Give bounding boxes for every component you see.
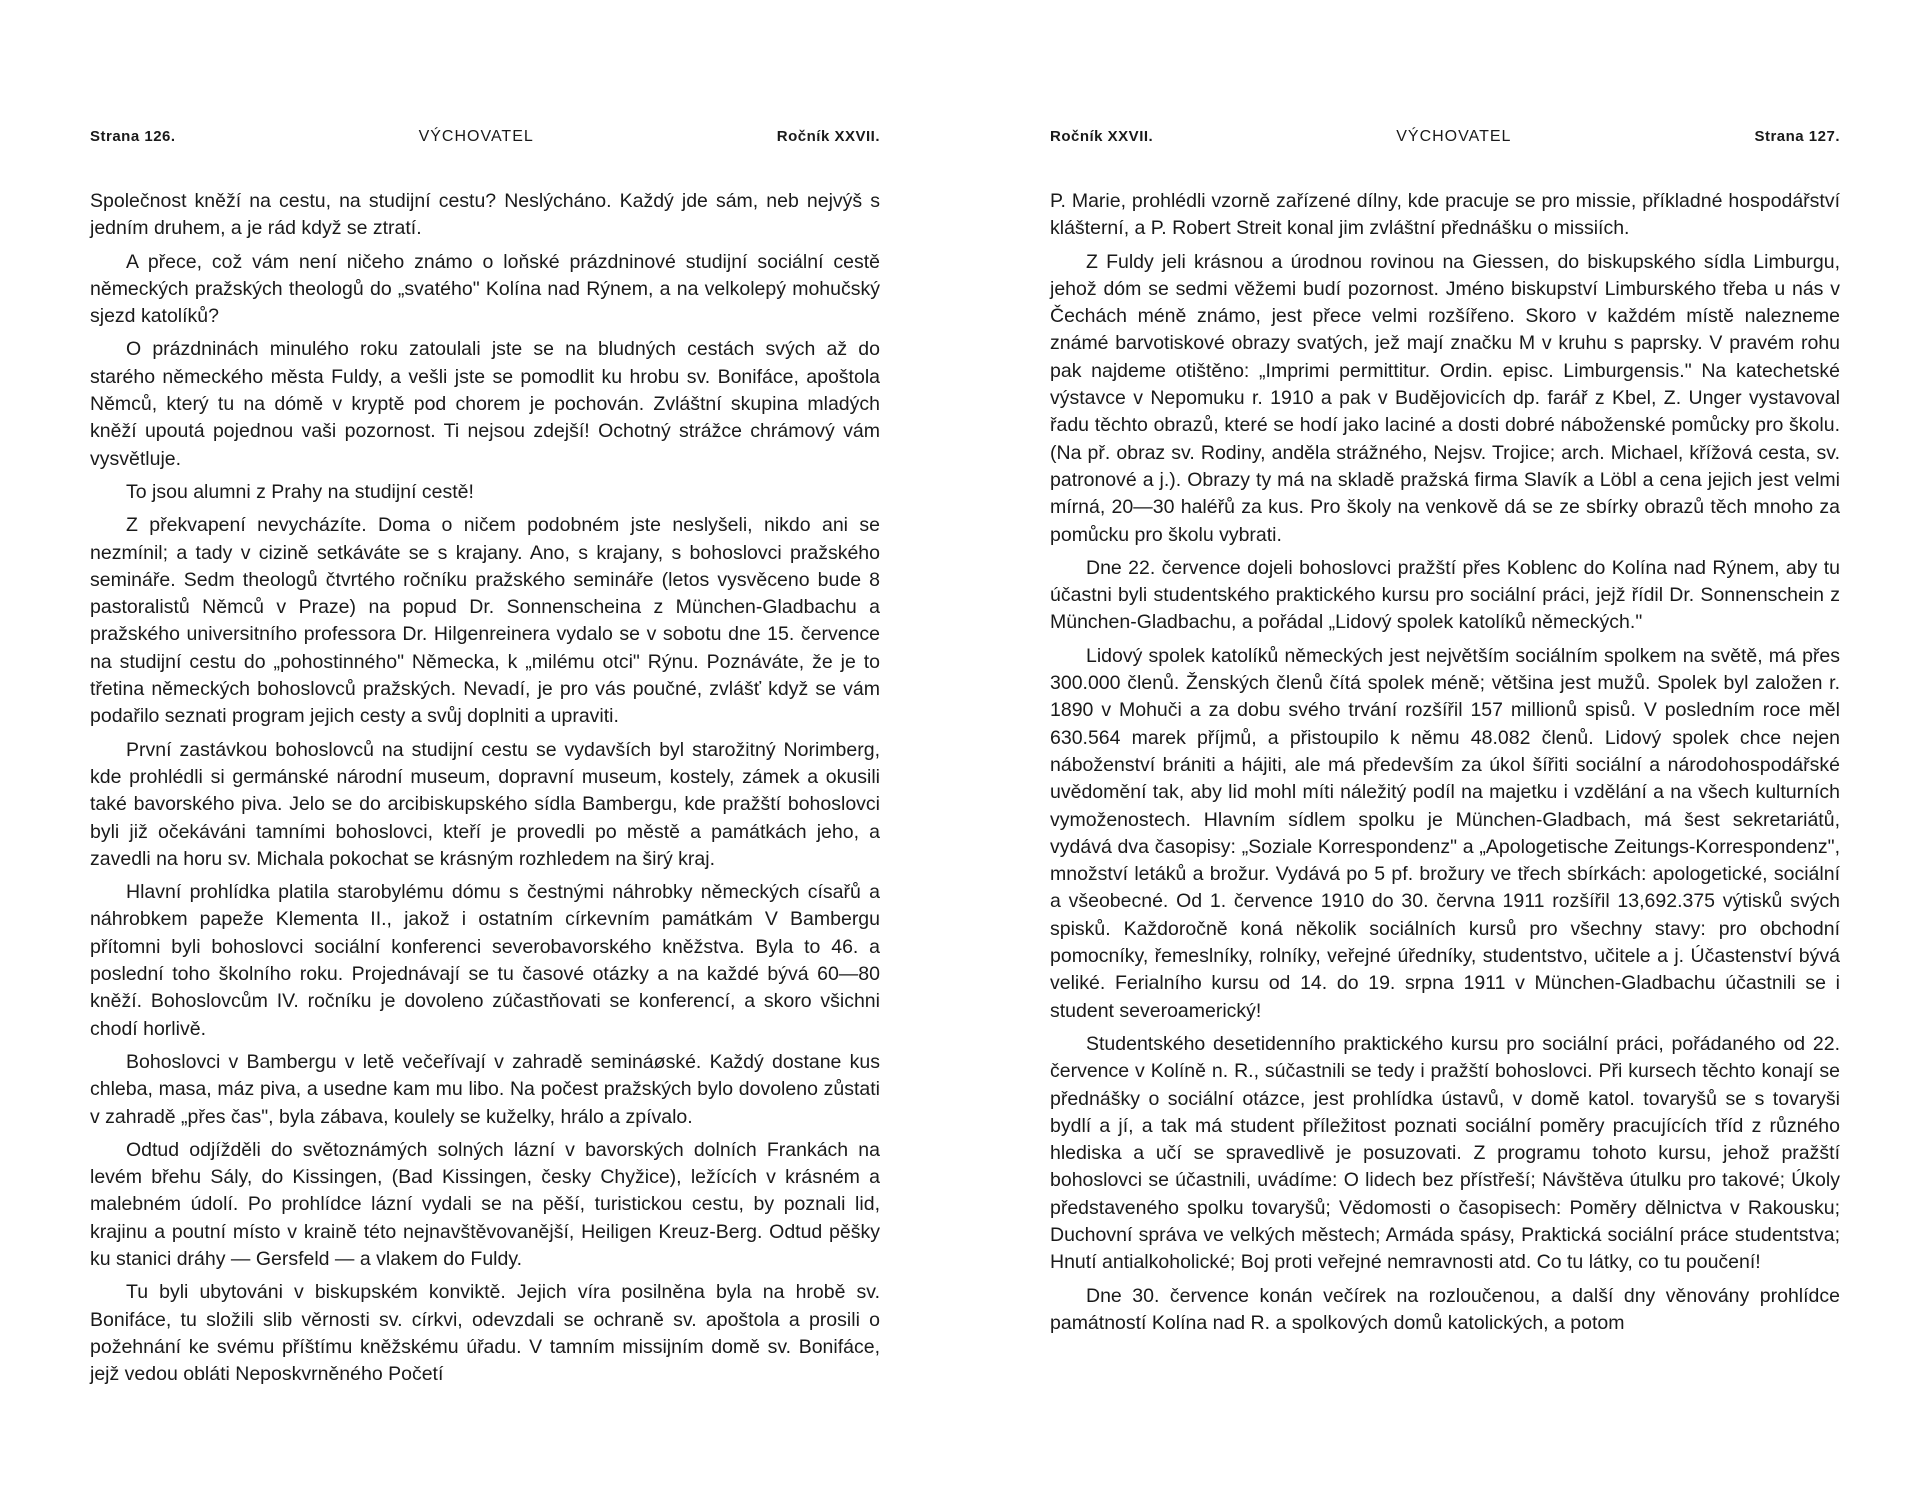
paragraph: Společnost kněží na cestu, na studijní cestu? Neslýcháno. Každý jde sám, neb nejvýš s jedním druhem, a je rád když se ztratí. [90, 190, 880, 240]
paragraph: Odtud odjížděli do světoznámých solných lázní v bavorských dolních Frankách na levém břehu Sály, do Kissingen, (Bad Kissingen, česky Chyžice), ležících v krásném a malebném údolí. Po prohlídce lázní vydali se na pěší, turistickou cestu, by poznali lid, krajinu a poutní místo v kraině této nejnavštěvovanější, Heiligen Kreuz-Berg. Odtud pěšky ku stanici dráhy — Gersfeld — a vlakem do Fuldy. [90, 1138, 880, 1270]
paragraph: Z Fuldy jeli krásnou a úrodnou rovinou na Giessen, do biskupského sídla Limburgu, jehož dóm se sedmi věžemi budí pozornost. Jméno biskupství Limburského třeba u nás v Čechách méně známo, jest přece velmi rozšířeno. Skoro v každém místě nalezneme známé barvotiskové obrazy svatých, jež mají značku M v kruhu s paprsky. V pravém rohu pak najdeme otištěno: „Imprimi permittitur. Ordin. episc. Limburgensis." Na katechetské výstavce v Nepomuku r. 1910 a pak v Budějovicích dp. farář z Kbel, Z. Unger vystavoval řadu těchto obrazů, které se hodí jako laciné a dosti dobré náboženské pomůcky pro školu. (Na př. obraz sv. Rodiny, anděla strážného, Nejsv. Trojice; arch. Michael, křížová cesta, sv. patronové a j.). Obrazy ty má na skladě pražská firma Slavík a Löbl a cena jejich jest velmi mírná, 20—30 haléřů za kus. Pro školy na venkově dá se ze sbírky obrazů těch mnoho za pomůcku pro školu vybrati. [1050, 250, 1840, 546]
paragraph: P. Marie, prohlédli vzorně zařízené dílny, kde pracuje se pro missie, příkladné hospodářství klášterní, a P. Robert Streit konal jim zvláštní přednášku o missiích. [1050, 190, 1840, 240]
paragraph: Studentského desetidenního praktického kursu pro sociální práci, pořádaného od 22. července v Kolíně n. R., súčastnili se tedy i pražští bohoslovci. Při kursech těchto konají se přednášky o sociální otázce, jest prohlídka ústavů, v domě katol. tovaryšů se s tovaryši bydlí a jí, a tak má student příležitost poznati sociální poměry pracujících tříd z různého hlediska a učí se spravedlivě je posuzovati. Z programu tohoto kursu, jehož pražští bohoslovci se účastnili, uvádíme: O lidech bez přístřeší; Návštěva útulku pro takové; Úkoly představeného spolku tovaryšů; Vědomosti o časopisech: Poměry dělnictva v Rakousku; Duchovní správa ve velkých městech; Armáda spásy, Praktická sociální práce studentstva; Hnutí antialkoholické; Boj proti veřejné nemravnosti atd. Co tu látky, co tu poučení! [1050, 1032, 1840, 1274]
paragraph: Z překvapení nevycházíte. Doma o ničem podobném jste neslyšeli, nikdo ani se nezmínil; a tady v cizině setkáváte se s krajany. Ano, s krajany, s bohoslovci pražského semináře. Sedm theologů čtvrtého ročníku pražského semináře (letos vysvěceno bude 8 pastoralistů Němců v Praze) na popud Dr. Sonnenscheina z München-Gladbachu a pražského universitního professora Dr. Hilgenreinera vydalo se v sobotu dne 15. července na studijní cestu do „pohostinného" Německa, k „milému otci" Rýnu. Poznáváte, že je to třetina německých bohoslovců pražských. Nevadí, je pro vás poučné, zvlášť když se vám podařilo seznati program jejich cesty a svůj doplniti a upraviti. [90, 514, 880, 728]
left-volume: Ročník XXVII. [776, 128, 880, 145]
right-page [1050, 128, 1840, 1343]
paragraph: Tu byli ubytováni v biskupském konviktě. Jejich víra posilněna byla na hrobě sv. Bonifáce, tu složili slib věrnosti sv. církvi, odevzdali se ochraně sv. apoštola a prosili o požehnání ke svému příštímu kněžskému úřadu. V tamním missijním domě sv. Bonifáce, jejž vedou obláti Neposkvrněného Početí [90, 1281, 880, 1386]
paragraph: Hlavní prohlídka platila starobylému dómu s čestnými náhrobky německých císařů a náhrobkem papeže Klementa II., jakož i ostatním církevním památkám V Bambergu přítomni byli bohoslovci sociální konferenci severobavorského kněžstva. Byla to 46. a poslední toho školního roku. Projednávají se tu časové otázky a na každé bývá 60—80 kněží. Bohoslovcům IV. ročníku je dovoleno zúčastňovati se konferencí, a skoro všichni chodí horlivě. [90, 881, 880, 1040]
left-page-number: Strana 126. [90, 128, 176, 145]
right-running-head [1050, 128, 1840, 146]
right-journal-title: VÝCHOVATEL [1396, 128, 1512, 145]
right-volume: Ročník XXVII. [1050, 128, 1154, 145]
left-page [90, 128, 880, 1394]
right-page-number: Strana 127. [1754, 128, 1840, 145]
left-journal-title: VÝCHOVATEL [418, 128, 534, 145]
paragraph: Dne 30. července konán večírek na rozloučenou, a další dny věnovány prohlídce památností Kolína nad R. a spolkových domů katolických, a potom [1050, 1284, 1840, 1334]
paragraph: To jsou alumni z Prahy na studijní cestě! [126, 480, 474, 503]
paragraph: Bohoslovci v Bambergu v letě večeřívají v zahradě semináøské. Každý dostane kus chleba, masa, máz piva, a usedne kam mu libo. Na počest pražských bylo dovoleno zůstati v zahradě „přes čas", byla zábava, koulely se kuželky, hrálo a zpívalo. [90, 1050, 880, 1128]
left-body-text [90, 188, 880, 1388]
paragraph: O prázdninách minulého roku zatoulali jste se na bludných cestách svých až do starého německého města Fuldy, a vešli jste se pomodlit ku hrobu sv. Bonifáce, apoštola Němců, který tu na dómě v kryptě pod chorem je pochován. Zvláštní skupina mladých kněží upoutá pojednou vaši pozornost. Ti nejsou zdejší! Ochotný strážce chrámový vám vysvětluje. [90, 338, 880, 470]
right-body-text [1050, 188, 1840, 1337]
left-running-head [90, 128, 880, 146]
paragraph: První zastávkou bohoslovců na studijní cestu se vydavších byl starožitný Norimberg, kde prohlédli si germánské národní museum, dopravní museum, kostely, zámek a okusili také bavorského piva. Jelo se do arcibiskupského sídla Bambergu, kde pražští bohoslovci byli již očekáváni tamními bohoslovci, kteří je provedli po městě a památkách jeho, a zavedli na horu sv. Michala pokochat se krásným rozhledem na širý kraj. [90, 738, 880, 870]
paragraph: A přece, což vám není ničeho známo o loňské prázdninové studijní sociální cestě německých pražských theologů do „svatého" Kolína nad Rýnem, a na velkolepý mohučský sjezd katolíků? [90, 250, 880, 328]
paragraph: Dne 22. července dojeli bohoslovci pražští přes Koblenc do Kolína nad Rýnem, aby tu účastni byli studentského praktického kursu pro sociální práci, jejž řídil Dr. Sonnenschein z München-Gladbachu, a pořádal „Lidový spolek katolíků německých." [1050, 556, 1840, 634]
paragraph: Lidový spolek katolíků německých jest největším sociálním spolkem na světě, má přes 300.000 členů. Ženských členů čítá spolek méně; většina jest mužů. Spolek byl založen r. 1890 v Mohuči a za dobu svého trvání rozšířil 157 millionů spisů. V posledním roce měl 630.564 marek příjmů, a přistoupilo k němu 48.082 členů. Lidový spolek chce nejen náboženství brániti a hájiti, ale má především za úkol šířiti sociální a národohospodářské uvědomění tak, aby lid mohl míti náležitý podíl na majetku i vzdělání a na všech kulturních vymoženostech. Hlavním sídlem spolku je München-Gladbach, má šest sekretariátů, vydává dva časopisy: „Soziale Korrespondenz" a „Apologetische Zeitungs-Korrespondenz", množství letáků a brožur. Vydává po 5 pf. brožury ve třech sbírkách: apologetické, sociální a všeobecné. Od 1. července 1910 do 30. června 1911 rozšířil 13,692.375 výtisků svých spisků. Každoročně koná několik sociálních kursů pro všechny stavy: pro obchodní pomocníky, řemeslníky, rolníky, veřejné úředníky, studentstvo, učitele a j. Účastenství bývá veliké. Ferialního kursu od 14. do 19. srpna 1911 v München-Gladbachu účastnili se i student severoamerický! [1050, 644, 1840, 1022]
